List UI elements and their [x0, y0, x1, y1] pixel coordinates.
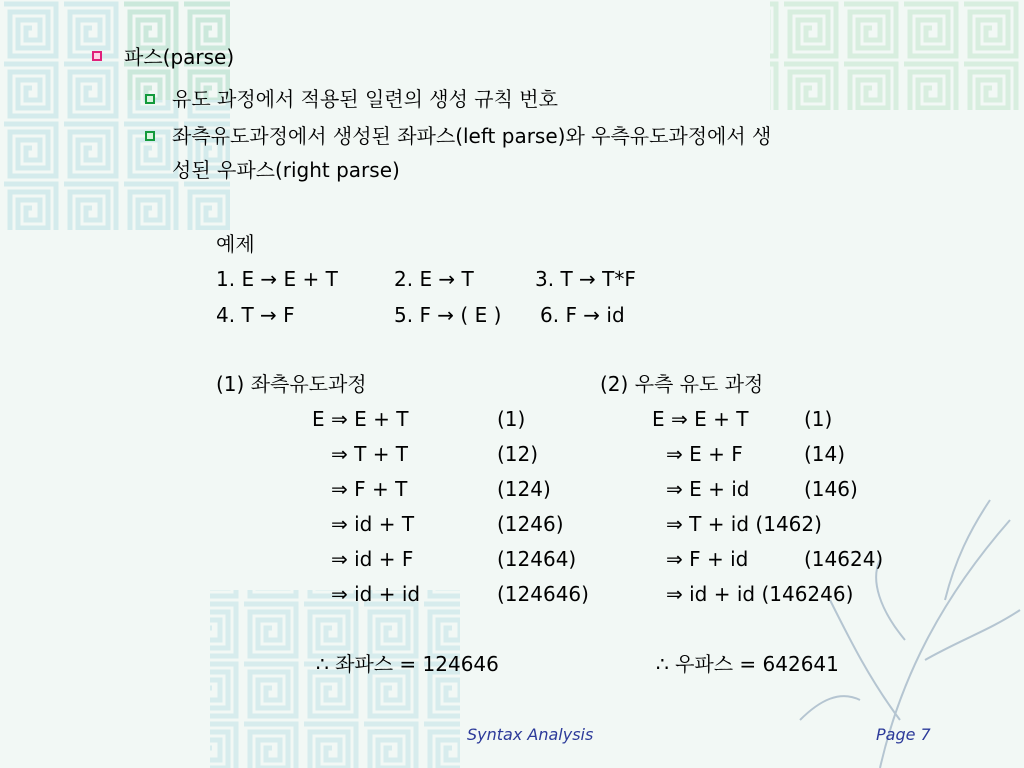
bullet-square-icon [145, 131, 155, 141]
sub-bullet-left-right-parse-line1: 좌측유도과정에서 생성된 좌파스(left parse)와 우측유도과정에서 생 [172, 124, 772, 148]
left-parse-result: ∴ 좌파스 = 124646 [316, 652, 499, 676]
left-step-expr: ⇒ T + T [331, 442, 409, 466]
left-step-expr: ⇒ id + F [331, 547, 414, 571]
right-step-seq: (1) [804, 407, 833, 431]
left-step-seq: (12464) [497, 547, 577, 571]
page-number: Page 7 [876, 725, 931, 744]
right-step-seq: (146) [804, 477, 858, 501]
right-step-seq: (14624) [804, 547, 884, 571]
left-step-expr: ⇒ F + T [331, 477, 408, 501]
left-step-seq: (124) [497, 477, 551, 501]
sub-bullet-definition: 유도 과정에서 적용된 일련의 생성 규칙 번호 [172, 87, 558, 111]
right-step-expr: ⇒ T + id (1462) [666, 512, 822, 536]
footer-title: Syntax Analysis [467, 725, 594, 744]
rule-6: 6. F → id [540, 303, 625, 327]
left-step-seq: (1) [497, 407, 526, 431]
right-step-expr: ⇒ E + F [666, 442, 743, 466]
rule-5: 5. F → ( E ) [394, 303, 502, 327]
left-step-seq: (12) [497, 442, 539, 466]
rule-2: 2. E → T [394, 267, 474, 291]
rule-1: 1. E → E + T [216, 267, 338, 291]
heading-parse: 파스(parse) [124, 45, 235, 69]
sub-bullet-left-right-parse-line2: 성된 우파스(right parse) [172, 158, 400, 182]
rule-3: 3. T → T*F [535, 267, 636, 291]
left-step-expr: ⇒ id + id [331, 582, 421, 606]
left-derivation-title: (1) 좌측유도과정 [216, 372, 367, 396]
right-step-expr: ⇒ id + id (146246) [666, 582, 854, 606]
left-step-seq: (1246) [497, 512, 564, 536]
left-step-expr: ⇒ id + T [331, 512, 415, 536]
right-step-seq: (14) [804, 442, 846, 466]
bullet-square-icon [145, 94, 155, 104]
left-step-expr: E ⇒ E + T [312, 407, 409, 431]
example-title: 예제 [216, 232, 255, 256]
right-derivation-title: (2) 우측 유도 과정 [600, 372, 764, 396]
left-step-seq: (124646) [497, 582, 589, 606]
right-step-expr: ⇒ E + id [666, 477, 750, 501]
bullet-square-icon [92, 51, 102, 61]
right-parse-result: ∴ 우파스 = 642641 [656, 652, 839, 676]
rule-4: 4. T → F [216, 303, 295, 327]
right-step-expr: E ⇒ E + T [652, 407, 749, 431]
right-step-expr: ⇒ F + id [666, 547, 749, 571]
